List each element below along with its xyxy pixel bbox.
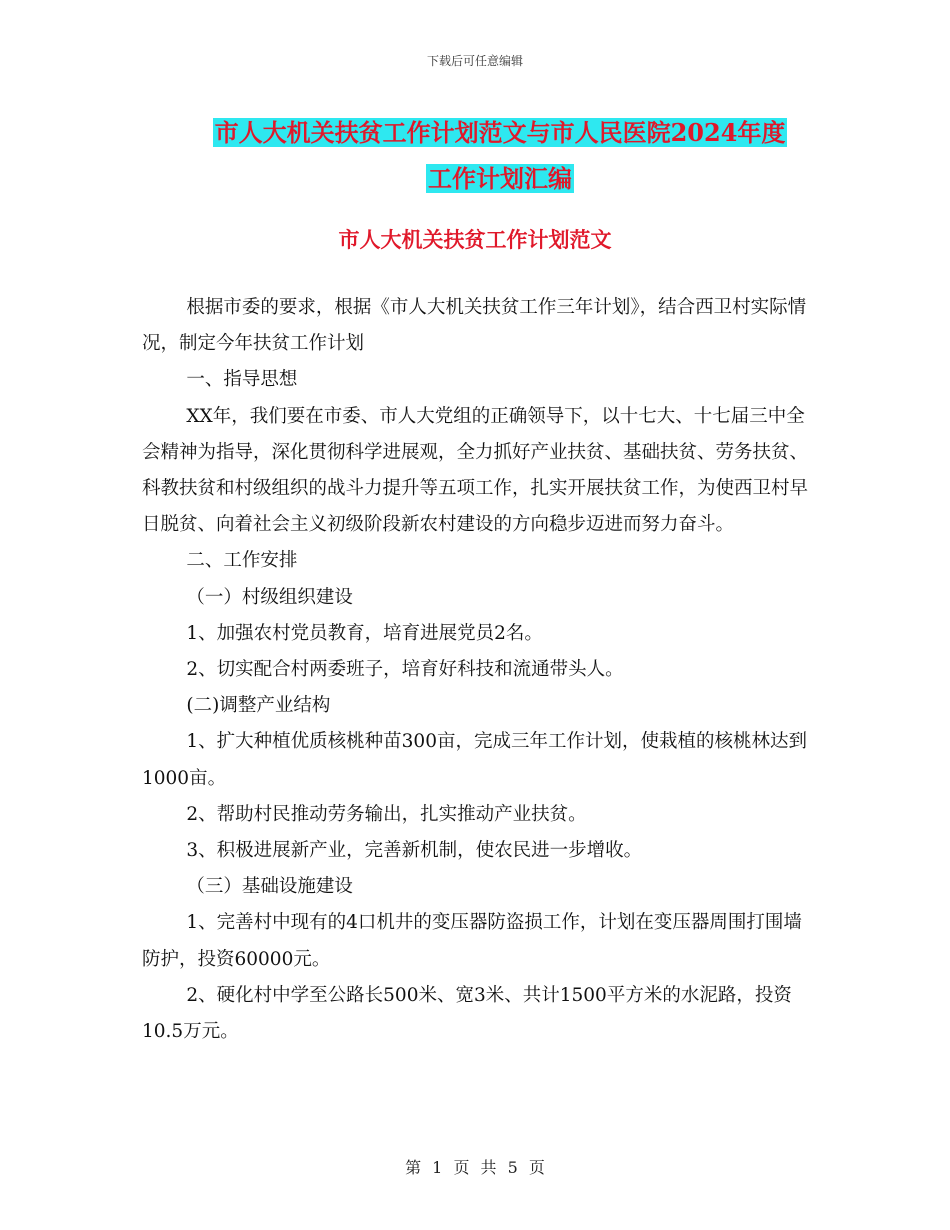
heading-guiding-thought: 一、指导思想 [186,369,298,391]
section-title: 市人大机关扶贫工作计划范文 [338,227,612,252]
list-item: 1、扩大种植优质核桃种苗300亩，完成三年工作计划，使栽植的核桃林达到1000亩。 [142,731,807,789]
list-item: 2、切实配合村两委班子，培育好科技和流通带头人。 [186,659,624,681]
heading-work-arrangement: 二、工作安排 [186,550,298,572]
header-note: 下载后可任意编辑 [426,54,523,68]
paragraph: 根据市委的要求，根据《市人大机关扶贫工作三年计划》，结合西卫村实际情况，制定今年扶贫工作计划 [142,297,807,355]
subheading: （一）村级组织建设 [186,586,353,608]
page-footer: 第 1 页 共 5 页 [405,1158,545,1177]
title-line-1: 市人大机关扶贫工作计划范文与市人民医院2024年度 [214,118,786,147]
list-item: 2、硬化村中学至公路长500米、宽3米、共计1500平方米的水泥路，投资10.5万元。 [142,984,792,1043]
list-item: 1、加强农村党员教育，培育进展党员2名。 [186,622,543,644]
document-body [142,290,810,1050]
list-item: 3、积极进展新产业，完善新机制，使农民进一步增收。 [186,840,643,862]
title-line-2: 工作计划汇编 [428,164,572,193]
subheading: (二)调整产业结构 [186,695,331,717]
paragraph: XX年，我们要在市委、市人大党组的正确领导下，以十七大、十七届三中全会精神为指导，深化贯彻科学进展观，全力抓好产业扶贫、基础扶贫、劳务扶贫、科教扶贫和村级组织的战斗力提升等五项工作，扎实开展扶贫工作，为使西卫村早日脱贫、向着社会主义初级阶段新农村建设的方向稳步迈进而努力奋斗。 [142,405,809,536]
list-item: 2、帮助村民推动劳务输出，扎实推动产业扶贫。 [186,803,587,825]
document-title [140,110,860,202]
subheading: （三）基础设施建设 [186,876,353,898]
list-item: 1、完善村中现有的4口机井的变压器防盗损工作，计划在变压器周围打围墙防护，投资60000元。 [142,912,802,970]
